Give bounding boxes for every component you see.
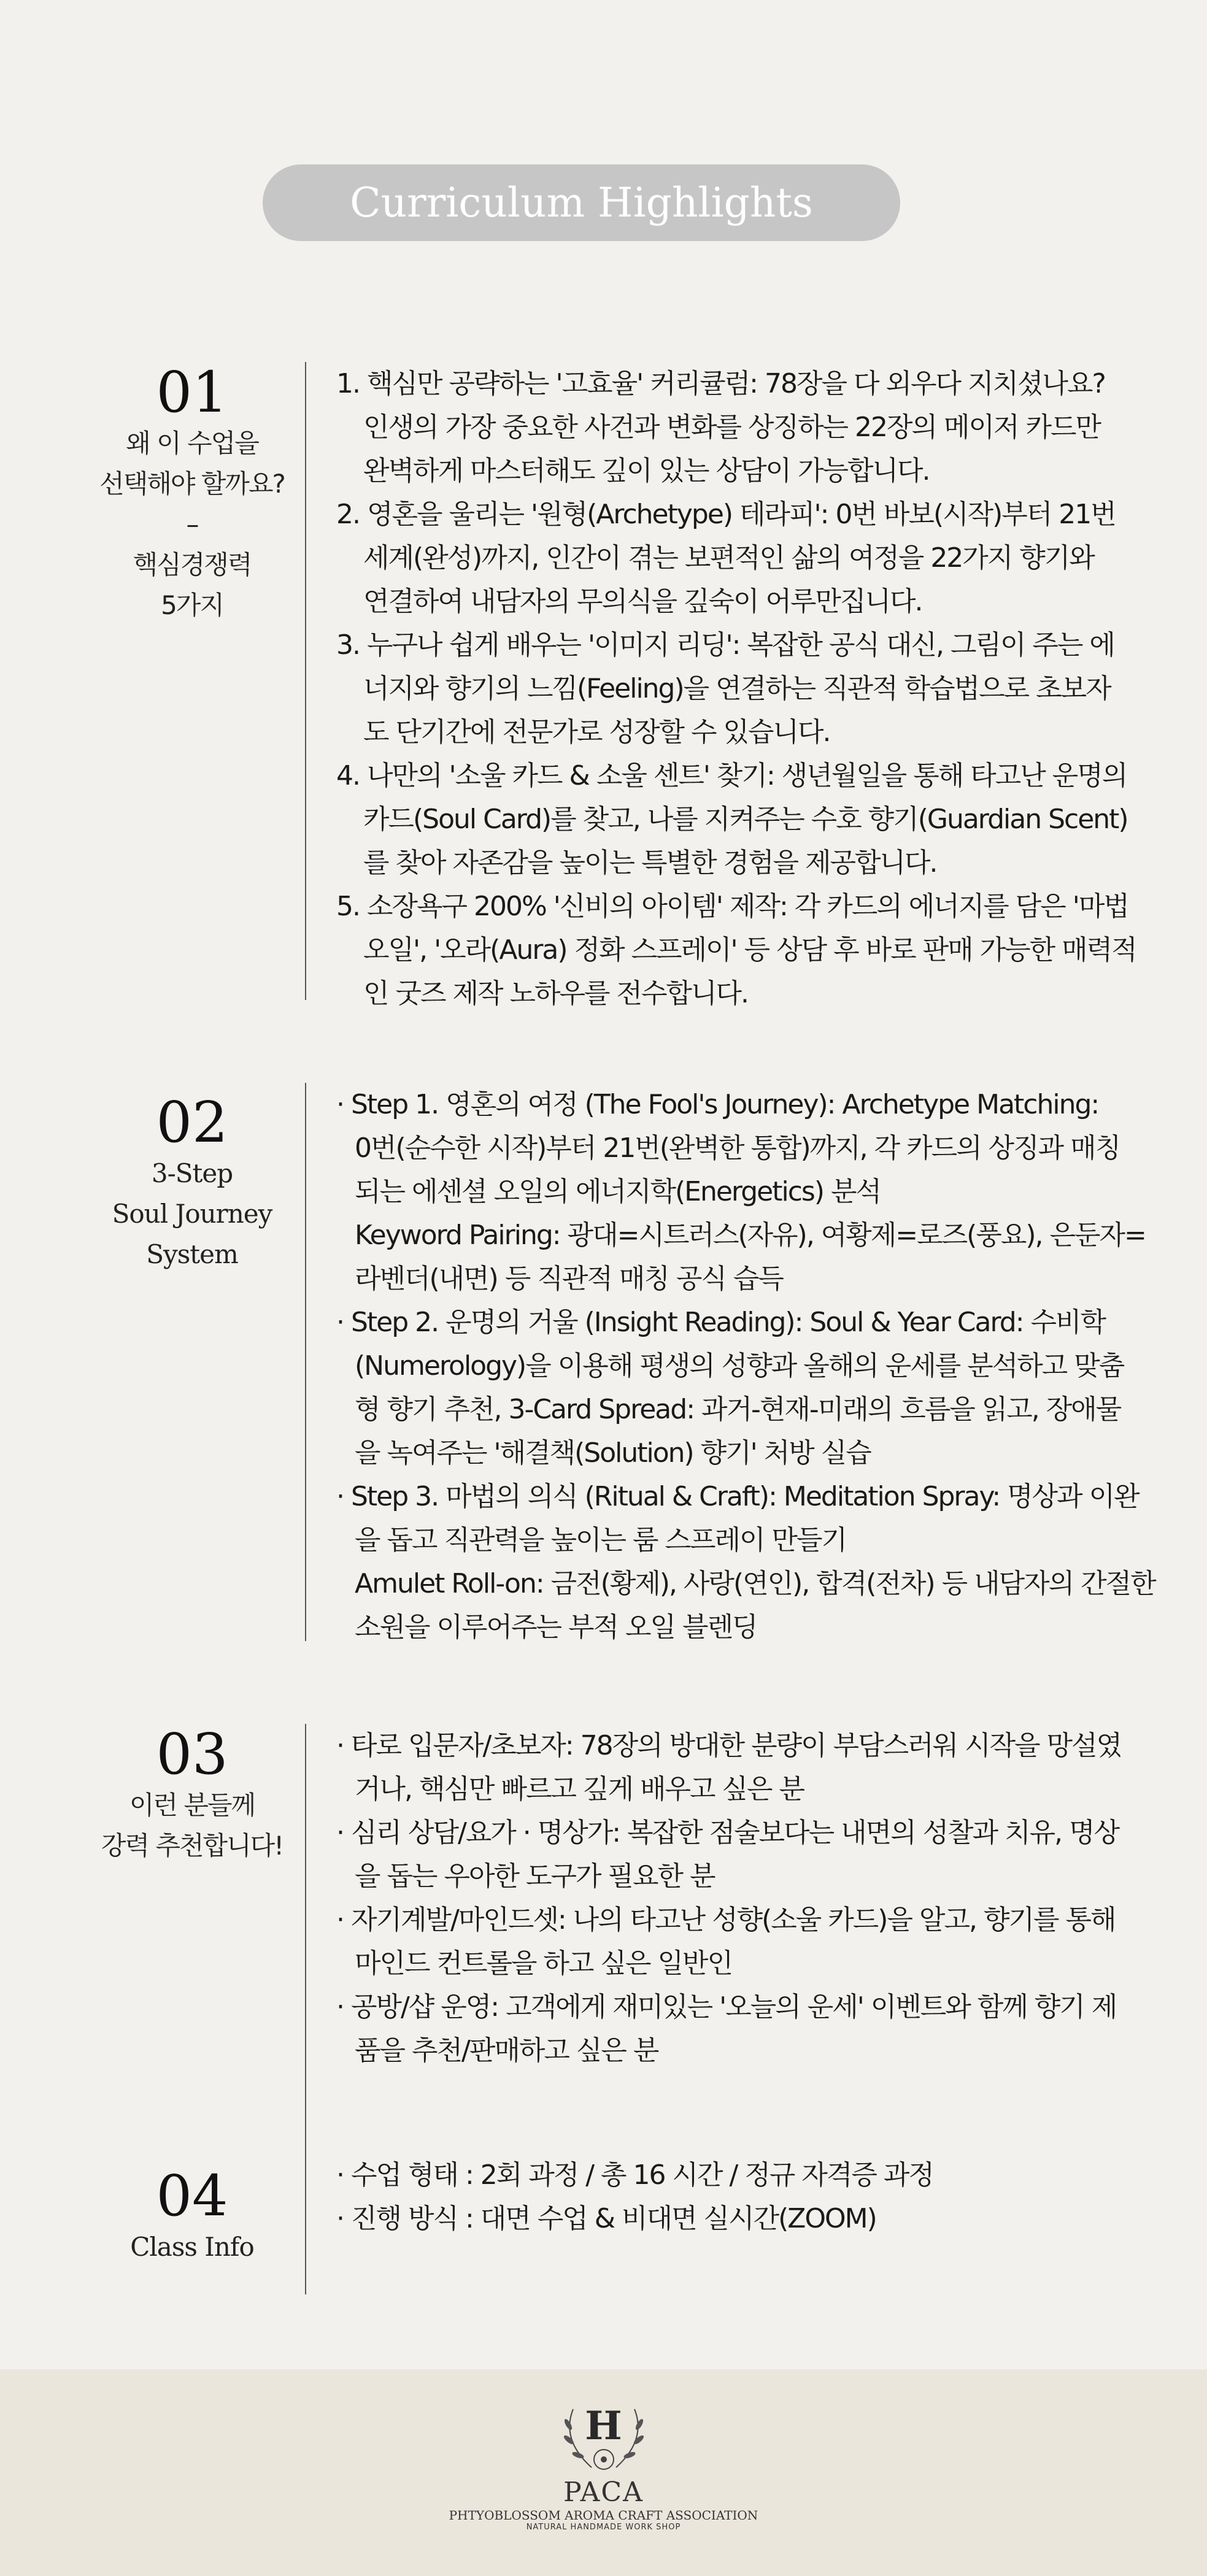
list-item-line: 1. 핵심만 공략하는 '고효율' 커리큘럼: 78장을 다 외우다 지치셨나요? bbox=[336, 368, 1105, 399]
logo-name: PACA bbox=[563, 2477, 644, 2508]
section-body bbox=[336, 362, 1183, 1015]
list-item-line: 라벤더(내면) 등 직관적 매칭 공식 습득 bbox=[355, 1263, 783, 1294]
list-item-line: 을 녹여주는 '해결책(Solution) 향기' 처방 실습 bbox=[355, 1437, 871, 1469]
section-number: 02 bbox=[156, 1090, 228, 1155]
list-item-line: 마인드 컨트롤을 하고 싶은 일반인 bbox=[355, 1948, 732, 1979]
section-subtitle: Soul Journey bbox=[112, 1199, 272, 1229]
list-item-line: 너지와 향기의 느낌(Feeling)을 연결하는 직관적 학습법으로 초보자 bbox=[363, 673, 1111, 704]
list-item-line: 인생의 가장 중요한 사건과 변화를 상징하는 22장의 메이저 카드만 bbox=[363, 412, 1100, 443]
list-item-line: 5. 소장욕구 200% '신비의 아이템' 제작: 각 카드의 에너지를 담은 '마법 bbox=[336, 891, 1128, 922]
footer bbox=[0, 2369, 1207, 2576]
list-item-line: · 타로 입문자/초보자: 78장의 방대한 분량이 부담스러워 시작을 망설였 bbox=[336, 1730, 1122, 1761]
section-subtitle: 강력 추천합니다! bbox=[101, 1831, 283, 1861]
list-item-line: 을 돕고 직관력을 높이는 룸 스프레이 만들기 bbox=[355, 1524, 846, 1556]
list-item-line: 형 향기 추천, 3-Card Spread: 과거-현재-미래의 흐름을 읽고, 장애물 bbox=[355, 1394, 1121, 1425]
section-label bbox=[69, 1721, 315, 1866]
list-item-line: · 공방/샵 운영: 고객에게 재미있는 '오늘의 운세' 이벤트와 함께 향기 제 bbox=[336, 1991, 1117, 2023]
section-number: 03 bbox=[156, 1721, 228, 1787]
list-item-line: 오일', '오라(Aura) 정화 스프레이' 등 상담 후 바로 판매 가능한 매력적 bbox=[363, 934, 1136, 966]
section-number: 04 bbox=[156, 2163, 228, 2229]
list-item-line: · Step 2. 운명의 거울 (Insight Reading): Soul & Year Card: 수비학 bbox=[336, 1307, 1106, 1338]
paca-logo bbox=[0, 2403, 1207, 2532]
divider bbox=[305, 362, 306, 1000]
list-item-line: · 수업 형태 : 2회 과정 / 총 16 시간 / 정규 자격증 과정 bbox=[336, 2159, 933, 2191]
divider bbox=[305, 2153, 306, 2294]
section-subtitle: 선택해야 할까요? bbox=[99, 469, 285, 499]
section-subtitle: System bbox=[146, 1239, 238, 1269]
list-item-line: · 자기계발/마인드셋: 나의 타고난 성향(소울 카드)을 알고, 향기를 통해 bbox=[336, 1904, 1116, 1936]
list-item-line: 3. 누구나 쉽게 배우는 '이미지 리딩': 복잡한 공식 대신, 그림이 주는 에 bbox=[336, 629, 1114, 661]
list-item-line: Amulet Roll-on: 금전(황제), 사랑(연인), 합격(전차) 등 내담자의 간절한 bbox=[355, 1568, 1155, 1599]
section-label bbox=[69, 2163, 315, 2267]
list-item-line: (Numerology)을 이용해 평생의 성향과 올해의 운세를 분석하고 맞춤 bbox=[355, 1350, 1124, 1382]
list-item-line: 완벽하게 마스터해도 깊이 있는 상담이 가능합니다. bbox=[363, 455, 930, 486]
list-item-line: 거나, 핵심만 빠르고 깊게 배우고 싶은 분 bbox=[355, 1774, 804, 1805]
list-item-line: 도 단기간에 전문가로 성장할 수 있습니다. bbox=[363, 717, 830, 748]
divider bbox=[305, 1083, 306, 1641]
section-body bbox=[336, 2153, 1183, 2240]
section-label bbox=[69, 359, 315, 626]
logo-full-name: PHTYOBLOSSOM AROMA CRAFT ASSOCIATION bbox=[449, 2508, 758, 2523]
list-item-line: 를 찾아 자존감을 높이는 특별한 경험을 제공합니다. bbox=[363, 847, 937, 879]
divider bbox=[305, 1724, 306, 2175]
section-body bbox=[336, 1083, 1183, 1649]
list-item-line: 품을 추천/판매하고 싶은 분 bbox=[355, 2035, 658, 2066]
section-number: 01 bbox=[156, 359, 228, 425]
list-item-line: 소원을 이루어주는 부적 오일 블렌딩 bbox=[355, 1612, 757, 1643]
list-item-line: · Step 1. 영혼의 여정 (The Fool's Journey): Archetype Matching: bbox=[336, 1089, 1099, 1120]
list-item-line: 인 굿즈 제작 노하우를 전수합니다. bbox=[363, 978, 748, 1009]
section-subtitle: 이런 분들께 bbox=[129, 1790, 255, 1820]
list-item-line: 세계(완성)까지, 인간이 겪는 보편적인 삶의 여정을 22가지 향기와 bbox=[363, 542, 1094, 574]
list-item-line: · Step 3. 마법의 의식 (Ritual & Craft): Meditation Spray: 명상과 이완 bbox=[336, 1481, 1139, 1512]
section-subtitle: 핵심경쟁력 bbox=[133, 550, 252, 580]
section-body bbox=[336, 1724, 1183, 2072]
list-item-line: 4. 나만의 '소울 카드 & 소울 센트' 찾기: 생년월일을 통해 타고난 운명의 bbox=[336, 760, 1127, 791]
section-subtitle: 3-Step bbox=[151, 1158, 233, 1188]
list-item-line: 을 돕는 우아한 도구가 필요한 분 bbox=[355, 1861, 715, 1892]
list-item-line: 0번(순수한 시작)부터 21번(완벽한 통합)까지, 각 카드의 상징과 매칭 bbox=[355, 1132, 1120, 1164]
list-item-line: 카드(Soul Card)를 찾고, 나를 지켜주는 수호 향기(Guardian Scent) bbox=[363, 804, 1128, 835]
list-item-line: 되는 에센셜 오일의 에너지학(Energetics) 분석 bbox=[355, 1176, 881, 1207]
list-item-line: · 진행 방식 : 대면 수업 & 비대면 실시간(ZOOM) bbox=[336, 2203, 876, 2234]
logo-tagline: NATURAL HANDMADE WORK SHOP bbox=[526, 2523, 681, 2532]
list-item-line: 연결하여 내담자의 무의식을 깊숙이 어루만집니다. bbox=[363, 586, 922, 617]
section-subtitle: – bbox=[186, 509, 198, 539]
list-item-line: Keyword Pairing: 광대=시트러스(자유), 여황제=로즈(풍요), 은둔자= bbox=[355, 1220, 1146, 1251]
list-item-line: · 심리 상담/요가 · 명상가: 복잡한 점술보다는 내면의 성찰과 치유, 명상 bbox=[336, 1817, 1119, 1848]
curriculum-highlights-title: Curriculum Highlights bbox=[263, 164, 900, 241]
logo-letter: H bbox=[585, 2403, 622, 2449]
section-subtitle: 왜 이 수업을 bbox=[126, 428, 258, 458]
section-label bbox=[69, 1092, 315, 1275]
section-subtitle: 5가지 bbox=[161, 590, 223, 620]
section-subtitle: Class Info bbox=[130, 2232, 254, 2262]
list-item-line: 2. 영혼을 울리는 '원형(Archetype) 테라피': 0번 바보(시작)부터 21번 bbox=[336, 499, 1116, 530]
